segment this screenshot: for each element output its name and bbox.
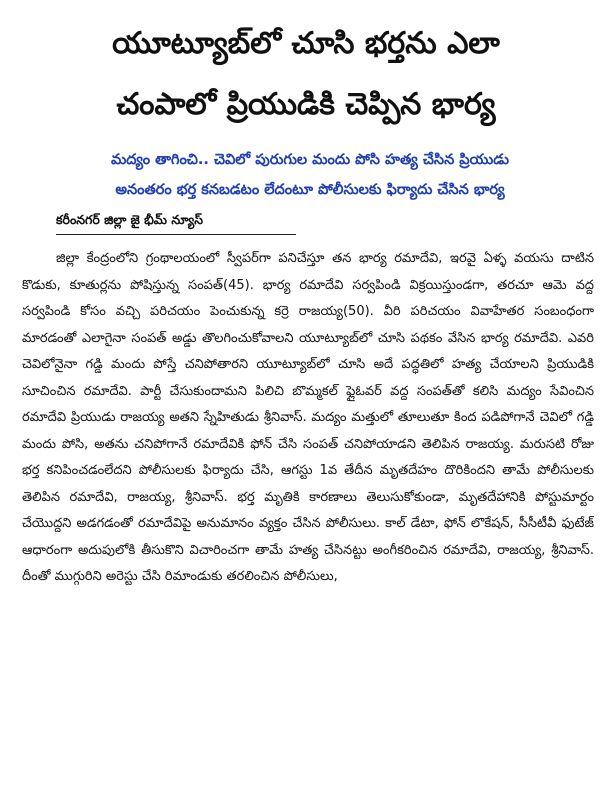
headline-line-1: యూట్యూబ్‌లో చూసి భర్తను ఎలా <box>112 26 500 61</box>
article-body <box>22 246 594 766</box>
headline-line-2: చంపాలో ప్రియుడికి చెప్పిన భార్య <box>116 87 496 122</box>
subheadline-line-2: అనంతరం భర్త కనబడటం లేదంటూ పోలీసులకు ఫిర్యాదు చేసిన భార్య <box>115 182 505 198</box>
article-paragraph: జిల్లా కేంద్రంలోని గ్రంథాలయంలో స్వీపర్‌గా పనిచేస్తూ తన భార్య రమాదేవి, ఇరవై ఏళ్ళ వయసు దాటిన కొడుకు, కూతుర్లను పోషిస్తున్న సంపత్(45). భార్య రమాదేవి సర్వపిండి విక్రయిస్తుండగా, తరచూ ఆమె వద్ద సర్వపిండి కోసం వచ్చి పరిచయం పెంచుకున్న కర్రె రాజయ్య(50). వీరి పరిచయం వివాహేతర సంబంధంగా మారడంతో ఎలాగైనా సంపత్ అడ్డు తొలగించుకోవాలని యూట్యూబ్‌లో చూసి పథకం వేసిన భార్య రమాదేవి. ఎవరి చెవిలోనైనా గడ్డి మందు పోస్తే చనిపోతారని యూట్యూబ్‌లో చూసి అదే పద్ధతిలో హత్య చేయాలని ప్రియుడికి సూచించిన రమాదేవి. పార్టీ చేసుకుందామని పిలిచి బొమ్మకల్ ఫ్లైఓవర్ వద్ద సంపత్‌తో కలిసి మద్యం సేవించిన రమాదేవి ప్రియుడు రాజయ్య అతని స్నేహితుడు శ్రీనివాస్. మద్యం మత్తులో తూలుతూ కింద పడిపోగానే చెవిలో గడ్డి మందు పోసి, అతను చనిపోగానే రమాదేవికి ఫోన్ చేసి సంపత్ చనిపోయాడని తెలిపిన రాజయ్య. మరుసటి రోజు భర్త కనిపించడంలేదని పోలీసులకు ఫిర్యాదు చేసి, ఆగస్టు 1వ తేదీన మృతదేహం దొరికిందని తామే పోలీసులకు తెలిపిన రమాదేవి, రాజయ్య, శ్రీనివాస్. భర్త మృతికి కారణాలు తెలుసుకోకుండా, మృతదేహానికి పోస్టుమార్టం చేయొద్దని అడగడంతో రమాదేవిపై అనుమానం వ్యక్తం చేసిన పోలీసులు. కాల్ డేటా, ఫోన్ లొకేషన్, సీసీటీవీ ఫుటేజ్ ఆధారంగా అదుపులోకి తీసుకొని విచారించగా తామే హత్య చేసినట్టు అంగీకరించిన రమాదేవి, రాజయ్య, శ్రీనివాస్. దీంతో ముగ్గురిని అరెస్టు చేసి రిమాండుకు తరలించిన పోలీసులు, <box>22 251 594 584</box>
dateline: కరీంనగర్ జిల్లా జై భీమ్ న్యూస్ <box>56 210 296 235</box>
subheadline-line-1: మద్యం తాగించి.. చెవిలో పురుగుల మందు పోసి హత్య చేసిన ప్రియుడు <box>110 152 510 168</box>
